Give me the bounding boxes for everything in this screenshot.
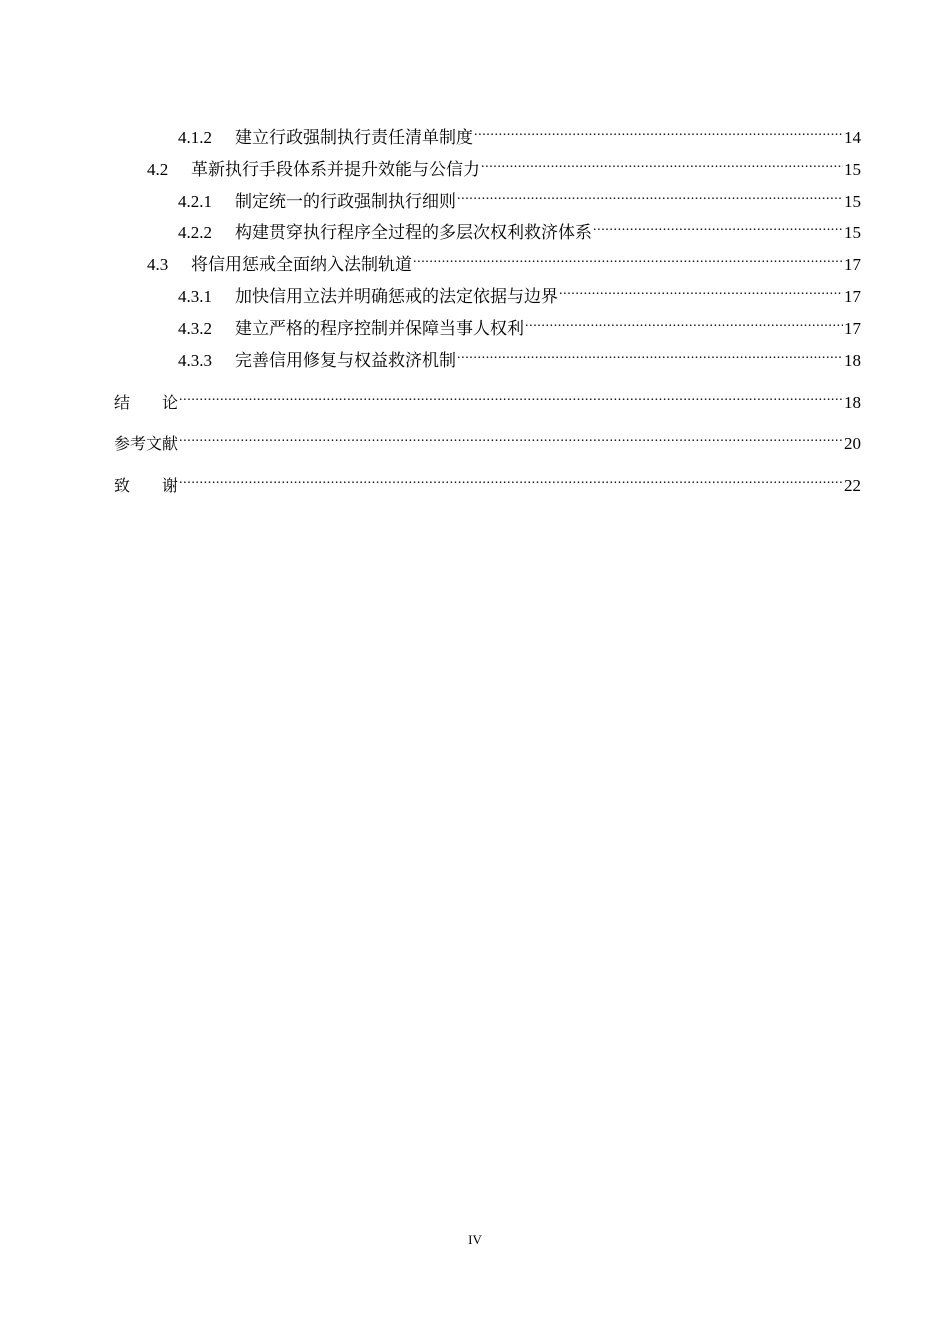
toc-entry-number: 4.3 — [147, 255, 169, 274]
toc-entry-title: 致 谢 — [114, 476, 179, 495]
dot-leader — [179, 427, 843, 449]
toc-entry-4-3[interactable] — [147, 248, 861, 276]
dot-leader — [525, 312, 843, 334]
toc-entry-number: 4.2.2 — [178, 223, 212, 242]
toc-entry-title: 建立行政强制执行责任清单制度 — [235, 128, 473, 147]
toc-entry-title: 将信用惩戒全面纳入法制轨道 — [191, 255, 412, 274]
dot-leader — [179, 386, 843, 408]
dot-leader — [559, 280, 843, 302]
toc-entry-title: 建立严格的程序控制并保障当事人权利 — [235, 319, 524, 338]
toc-entry-page: 18 — [844, 393, 861, 412]
toc-entry-title: 参考文献 — [114, 434, 179, 453]
dot-leader — [481, 153, 843, 175]
dot-leader — [474, 121, 843, 143]
toc-entry-title: 制定统一的行政强制执行细则 — [235, 192, 456, 211]
toc-entry-page: 20 — [844, 434, 861, 453]
toc-entry-number: 4.2.1 — [178, 192, 212, 211]
toc-entry-4-2-2[interactable] — [178, 216, 861, 244]
page-number-footer: IV — [468, 1232, 482, 1247]
toc-entry-references[interactable] — [114, 427, 861, 455]
toc-entry-acknowledgements[interactable] — [114, 469, 861, 497]
toc-entry-page: 18 — [844, 351, 861, 370]
toc-entry-4-2[interactable] — [147, 153, 861, 181]
toc-entry-title: 构建贯穿执行程序全过程的多层次权利救济体系 — [235, 223, 592, 242]
toc-entry-conclusion[interactable] — [114, 386, 861, 414]
table-of-contents — [0, 0, 950, 500]
toc-entry-page: 17 — [844, 255, 861, 274]
toc-entry-page: 15 — [844, 223, 861, 242]
toc-entry-number: 4.3.1 — [178, 287, 212, 306]
toc-entry-4-2-1[interactable] — [178, 185, 861, 213]
toc-entry-page: 17 — [844, 319, 861, 338]
toc-entry-page: 15 — [844, 160, 861, 179]
dot-leader — [457, 185, 843, 207]
dot-leader — [179, 469, 843, 491]
toc-entry-4-3-1[interactable] — [178, 280, 861, 308]
toc-entry-4-1-2[interactable] — [178, 121, 861, 149]
toc-entry-title: 革新执行手段体系并提升效能与公信力 — [191, 160, 480, 179]
toc-entry-4-3-2[interactable] — [178, 312, 861, 340]
toc-entry-number: 4.1.2 — [178, 128, 212, 147]
toc-entry-number: 4.3.3 — [178, 351, 212, 370]
toc-entry-page: 15 — [844, 192, 861, 211]
toc-entry-number: 4.2 — [147, 160, 169, 179]
toc-entry-page: 14 — [844, 128, 861, 147]
toc-entry-4-3-3[interactable] — [178, 344, 861, 372]
toc-entry-title: 加快信用立法并明确惩戒的法定依据与边界 — [235, 287, 558, 306]
toc-entry-page: 22 — [844, 476, 861, 495]
toc-entry-number: 4.3.2 — [178, 319, 212, 338]
toc-entry-page: 17 — [844, 287, 861, 306]
toc-entry-title: 结 论 — [114, 393, 179, 412]
dot-leader — [413, 248, 843, 270]
dot-leader — [593, 216, 843, 238]
dot-leader — [457, 344, 843, 366]
toc-entry-title: 完善信用修复与权益救济机制 — [235, 351, 456, 370]
